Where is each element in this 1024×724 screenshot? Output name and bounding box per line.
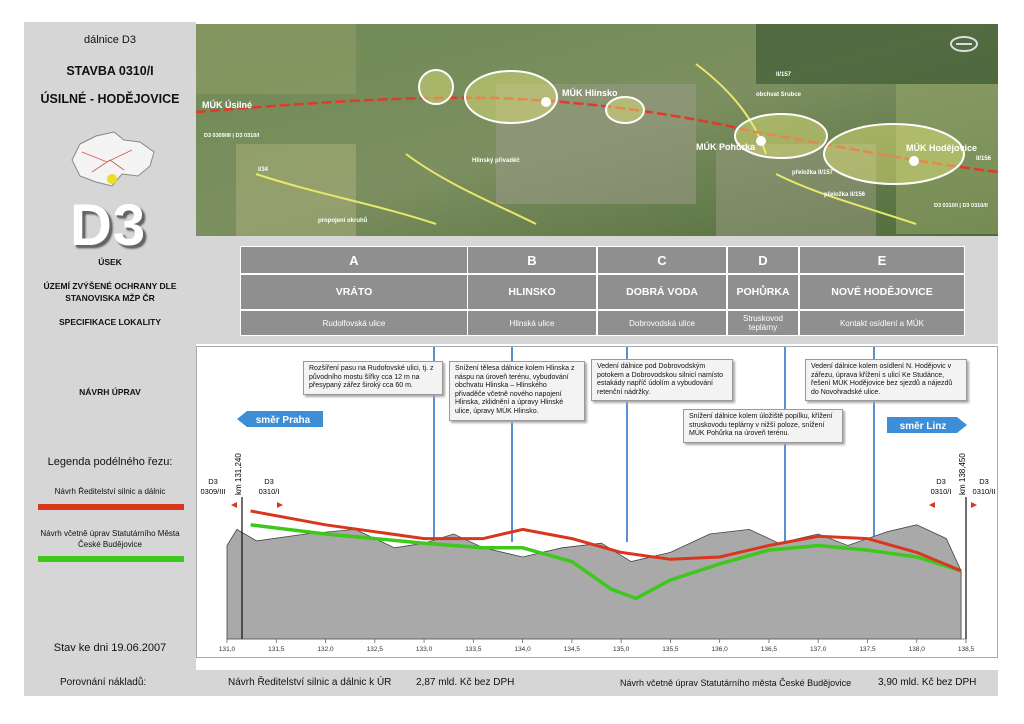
- zone-b-marker: [465, 71, 557, 123]
- direction-praha: [237, 411, 323, 427]
- cost-city-value: 3,90 mld. Kč bez DPH: [878, 677, 977, 688]
- aerial-map: [196, 24, 998, 236]
- label-usek: ÚSEK: [98, 257, 122, 267]
- czech-map-icon: [62, 122, 162, 198]
- callout-a: Rozšíření pasu na Rudofovské ulici, tj. z původního mostu šířky cca 12 m na přesypaný zářez široký cca 60 m.: [303, 361, 443, 395]
- legend-item-city-swatch: [38, 556, 184, 562]
- map-label-obchvat: obchvat Srubce: [756, 92, 802, 98]
- left-boundary-arrow-icon-2: [277, 502, 283, 508]
- right-boundary-arrow-icon-2: [971, 502, 977, 508]
- callout-d: Snížení dálnice kolem úložiště popílku, křížení struskovodu teplárny v nižší poloze, snížení MÚK Pohůrka na úroveň terénu.: [683, 409, 843, 443]
- direction-praha-label: směr Praha: [255, 415, 311, 426]
- x-tick-label: 137,5: [859, 646, 876, 653]
- map-label-i34: I/34: [258, 167, 269, 173]
- section-e-spec: Kontakt osídlení a MÚK: [799, 310, 965, 336]
- section-c-spec: Dobrovodská ulice: [597, 310, 727, 336]
- seg-left-a2: 0309/III: [200, 487, 226, 496]
- cost-rsd-value: 2,87 mld. Kč bez DPH: [416, 677, 515, 688]
- cost-comparison-bar: [24, 670, 998, 696]
- label-navrh: NÁVRH ÚPRAV: [79, 387, 141, 397]
- x-tick-label: 137,0: [810, 646, 827, 653]
- seg-left-b2: 0310/I: [258, 487, 280, 496]
- route-title: ÚSILNÉ - HODĚJOVICE: [40, 92, 180, 106]
- section-c-name: DOBRÁ VODA: [597, 274, 727, 310]
- map-label-propojeni: propojení okruhů: [318, 218, 368, 224]
- x-tick-label: 138,5: [957, 646, 975, 653]
- section-a-letter: A: [240, 246, 468, 274]
- seg-left-b: D3: [264, 477, 274, 486]
- callout-b: Snížení tělesa dálnice kolem Hlinska z náspu na úroveň terénu, vybudování obchvatu Hlinska – Hlinského přivaděče včetně nového napojení Hlinska, zklidnění a úpravy Hlinské ulice, úpravy MÚK Hlinsko.: [449, 361, 585, 421]
- cost-city-label: Návrh včetně úprav Statutárního města České Budějovice: [620, 678, 852, 688]
- left-boundary-arrow-icon: [231, 502, 237, 508]
- seg-left-a: D3: [208, 477, 218, 486]
- map-label-muk-hlinsko: MÚK Hlinsko: [562, 88, 618, 98]
- cost-label: Porovnání nákladů:: [60, 677, 147, 688]
- legend-item-city-label: Návrh včetně úprav Statutárního Města České Budějovice: [40, 529, 180, 549]
- section-a-spec: Rudolfovská ulice: [240, 310, 468, 336]
- map-label-ii157: II/157: [776, 72, 792, 78]
- map-label-prel156: přeložka II/156: [824, 192, 866, 198]
- section-d-name: POHŮRKA: [727, 274, 799, 310]
- terrain-profile: [227, 525, 961, 639]
- section-b-letter: B: [467, 246, 597, 274]
- x-tick-label: 136,5: [760, 646, 778, 653]
- section-d-spec: Struskovod teplárny: [727, 310, 799, 336]
- map-label-ii156: II/156: [976, 156, 992, 162]
- direction-linz: [887, 417, 967, 433]
- profile-panel: [196, 346, 998, 658]
- cost-rsd-label: Návrh Ředitelství silnic a dálnic k ÚR: [228, 677, 392, 688]
- map-label-muk-pohurka: MÚK Pohůrka: [696, 142, 756, 152]
- legend-title: Legenda podélného řezu:: [47, 456, 173, 468]
- x-tick-label: 131,0: [218, 646, 236, 653]
- x-tick-label: 132,0: [317, 646, 334, 653]
- section-d-letter: D: [727, 246, 799, 274]
- map-label-prel157: přeložka II/157: [792, 170, 834, 176]
- map-label-muk-hodejovice: MÚK Hodějovice: [906, 143, 978, 153]
- status-date: Stav ke dni 19.06.2007: [53, 642, 167, 654]
- right-boundary-arrow-icon: [929, 502, 935, 508]
- seg-right-b2: 0310/II: [972, 487, 996, 496]
- section-b-spec: Hlinská ulice: [467, 310, 597, 336]
- legend-item-rsd-label: Návrh Ředitelství silnic a dálnic: [54, 487, 166, 496]
- x-tick-label: 132,5: [366, 646, 383, 653]
- section-e-letter: E: [799, 246, 965, 274]
- x-tick-label: 133,0: [415, 646, 433, 653]
- x-tick-label: 135,5: [662, 646, 679, 653]
- x-tick-label: 133,5: [465, 646, 482, 653]
- seg-right-a2: 0310/I: [930, 487, 952, 496]
- section-a-name: VRÁTO: [240, 274, 468, 310]
- x-tick-label: 136,0: [711, 646, 728, 653]
- stavba-title: STAVBA 0310/I: [66, 64, 154, 78]
- legend-item-rsd-swatch: [38, 504, 184, 510]
- x-tick-label: 135,0: [612, 646, 630, 653]
- label-uzemi: ÚZEMÍ ZVÝŠENÉ OCHRANY DLE STANOVISKA MŽP ČR: [43, 281, 177, 303]
- zone-c-marker: [606, 97, 644, 123]
- d3-logo: D3: [70, 193, 147, 258]
- km-end-label: km 138,450: [958, 453, 967, 495]
- zone-a-marker: [419, 70, 453, 104]
- label-specifikace: SPECIFIKACE LOKALITY: [58, 317, 161, 327]
- zone-e-marker: [824, 124, 964, 184]
- map-label-hlinsky: Hlinský přivaděč: [472, 158, 520, 164]
- section-c-letter: C: [597, 246, 727, 274]
- x-tick-label: 134,0: [514, 646, 531, 653]
- map-label-d3-left: D3 0309/III | D3 0310/I: [204, 133, 260, 139]
- x-tick-label: 131,5: [268, 646, 285, 653]
- section-e-name: NOVÉ HODĚJOVICE: [799, 274, 965, 310]
- location-marker-icon: [107, 174, 117, 184]
- callout-e: Vedení dálnice kolem osídlení N. Hodějovic v zářezu, úprava křížení s ulicí Ke Studánce, řešení MÚK Hodějovice bez sjezdů a nájezdů do Novohradské ulice.: [805, 359, 967, 401]
- map-label-muk-usilne: MÚK Úsilné: [202, 100, 253, 110]
- seg-right-a: D3: [936, 477, 946, 486]
- callout-c: Vedení dálnice pod Dobrovodským potokem a Dobrovodskou silnicí namísto estakády napříč údolím a vybudování retenční nádržky.: [591, 359, 733, 401]
- km-start-label: km 131,240: [234, 453, 243, 495]
- section-b-name: HLINSKO: [467, 274, 597, 310]
- x-tick-label: 134,5: [563, 646, 581, 653]
- seg-right-b: D3: [979, 477, 989, 486]
- map-label-d3-right: D3 0310/I | D3 0310/II: [934, 203, 988, 209]
- left-panel: [24, 22, 196, 670]
- project-subtitle: dálnice D3: [84, 34, 136, 46]
- x-tick-label: 138,0: [908, 646, 925, 653]
- direction-linz-label: směr Linz: [899, 421, 947, 432]
